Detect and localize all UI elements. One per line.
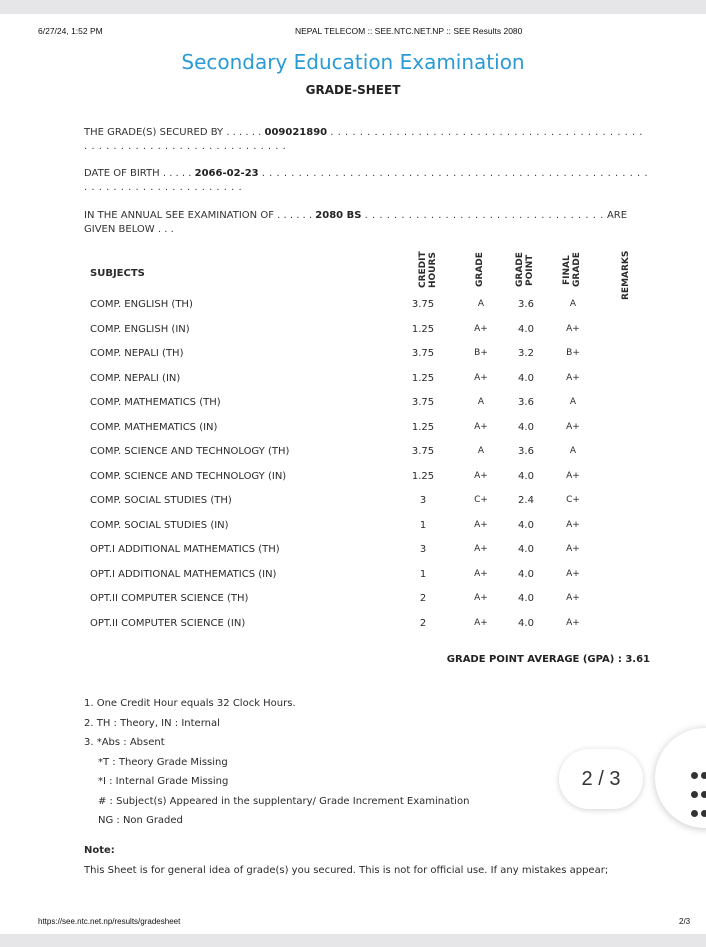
table-row xyxy=(84,368,650,393)
final-grade-cell: A xyxy=(569,299,577,309)
secured-by-dots: . . . . . . . . . . . . . . . . . . . . . . . . . . . . . . . . . . . . . . . . . . . . . . . . . . . . . . . . . . . . . . . . . . . . . . . xyxy=(84,127,643,152)
grid-dots-icon xyxy=(691,766,706,823)
credit-hours-cell: 1.25 xyxy=(411,421,435,433)
subject-cell: COMP. ENGLISH (TH) xyxy=(90,299,193,310)
table-row xyxy=(84,294,650,319)
final-grade-cell: B+ xyxy=(566,348,580,358)
subject-cell: COMP. MATHEMATICS (TH) xyxy=(90,397,221,408)
legend-notes xyxy=(84,694,469,831)
header-final-grade: FINAL GRADE xyxy=(562,252,582,288)
grade-cell: A+ xyxy=(474,519,488,530)
table-row xyxy=(84,441,650,466)
credit-hours-cell: 3 xyxy=(419,544,427,555)
credit-hours-cell: 3.75 xyxy=(411,397,435,408)
final-grade-cell: A+ xyxy=(566,372,580,383)
grade-point-cell: 4.0 xyxy=(518,470,534,482)
header-credit-hours: CREDIT HOURS xyxy=(418,251,438,289)
subject-cell: COMP. SCIENCE AND TECHNOLOGY (TH) xyxy=(90,446,290,457)
credit-hours-cell: 1.25 xyxy=(411,470,435,482)
gpa-value: GRADE POINT AVERAGE (GPA) : 3.61 xyxy=(446,654,650,665)
grade-point-cell: 4.0 xyxy=(518,593,534,604)
grade-cell: C+ xyxy=(474,495,488,505)
final-grade-cell: A xyxy=(569,446,577,456)
grade-cell: A+ xyxy=(474,617,488,628)
dob-line xyxy=(84,167,650,195)
grade-cell: A+ xyxy=(474,323,488,334)
table-row xyxy=(84,319,650,344)
legend-item: NG : Non Graded xyxy=(98,815,183,826)
grade-cell: A+ xyxy=(474,372,488,383)
subject-cell: OPT.I ADDITIONAL MATHEMATICS (IN) xyxy=(90,568,277,580)
dob-label: DATE OF BIRTH . . . . . xyxy=(84,168,192,179)
exam-suffix: ARE GIVEN BELOW . . . xyxy=(84,210,628,235)
grade-point-cell: 4.0 xyxy=(518,372,534,384)
legend-item: # : Subject(s) Appeared in the supplentary/ Grade Increment Examination xyxy=(98,795,470,807)
subject-cell: OPT.II COMPUTER SCIENCE (TH) xyxy=(90,593,249,604)
print-datetime: 6/27/24, 1:52 PM xyxy=(38,26,103,36)
legend-item: 3. *Abs : Absent xyxy=(84,737,165,748)
header-remarks: REMARKS xyxy=(621,250,631,300)
grade-cell: A+ xyxy=(474,470,488,481)
dob-value: 2066-02-23 xyxy=(194,168,259,179)
credit-hours-cell: 1 xyxy=(419,519,427,531)
note-text: This Sheet is for general idea of grade(s) you secured. This is not for official use. If any mistakes appear; xyxy=(84,865,609,876)
table-row xyxy=(84,515,650,540)
subject-cell: COMP. SOCIAL STUDIES (IN) xyxy=(90,519,229,531)
grade-point-cell: 3.2 xyxy=(518,348,534,359)
final-grade-cell: A+ xyxy=(566,421,580,432)
table-row xyxy=(84,392,650,417)
credit-hours-cell: 1 xyxy=(419,568,427,580)
final-grade-cell: A+ xyxy=(566,323,580,334)
secured-by-line xyxy=(84,126,650,154)
print-title: NEPAL TELECOM :: SEE.NTC.NET.NP :: SEE Results 2080 xyxy=(295,26,523,36)
exam-label: IN THE ANNUAL SEE EXAMINATION OF . . . . . . xyxy=(84,210,313,221)
grade-point-cell: 2.4 xyxy=(518,495,534,506)
final-grade-cell: A+ xyxy=(566,519,580,530)
footer-url: https://see.ntc.net.np/results/gradesheet xyxy=(38,917,181,926)
credit-hours-cell: 3.75 xyxy=(411,299,435,310)
header-subjects: SUBJECTS xyxy=(90,268,145,279)
grade-point-cell: 4.0 xyxy=(518,519,534,531)
table-row xyxy=(84,490,650,515)
subject-cell: COMP. SOCIAL STUDIES (TH) xyxy=(90,495,232,506)
final-grade-cell: A xyxy=(569,397,577,407)
header-grade: GRADE xyxy=(475,252,485,288)
credit-hours-cell: 1.25 xyxy=(411,372,435,384)
secured-by-label: THE GRADE(S) SECURED BY . . . . . . xyxy=(84,127,262,138)
table-row xyxy=(84,417,650,442)
grade-table-body xyxy=(84,294,650,637)
grade-cell: A+ xyxy=(474,568,488,579)
exam-line xyxy=(84,209,650,237)
table-row xyxy=(84,539,650,564)
header-grade-point: GRADE POINT xyxy=(515,252,535,288)
table-row xyxy=(84,466,650,491)
grade-point-cell: 4.0 xyxy=(518,544,534,555)
page-title: Secondary Education Examination xyxy=(181,50,525,74)
footer-page-number: 2/3 xyxy=(679,917,691,926)
legend-item: *T : Theory Grade Missing xyxy=(98,756,228,768)
table-row xyxy=(84,613,650,638)
grade-cell: A+ xyxy=(474,544,488,554)
grade-point-cell: 4.0 xyxy=(518,421,534,433)
credit-hours-cell: 1.25 xyxy=(411,323,435,335)
subject-cell: COMP. SCIENCE AND TECHNOLOGY (IN) xyxy=(90,470,287,482)
final-grade-cell: A+ xyxy=(566,544,580,554)
grade-cell: A xyxy=(477,446,485,456)
table-row xyxy=(84,564,650,589)
final-grade-cell: A+ xyxy=(566,568,580,579)
grade-cell: A xyxy=(477,299,485,309)
grade-cell: A+ xyxy=(474,593,488,603)
subject-cell: OPT.II COMPUTER SCIENCE (IN) xyxy=(90,617,246,629)
grade-point-cell: 4.0 xyxy=(518,617,534,629)
table-row xyxy=(84,343,650,368)
grade-cell: A xyxy=(477,397,485,407)
final-grade-cell: A+ xyxy=(566,617,580,628)
credit-hours-cell: 3.75 xyxy=(411,348,435,359)
subject-cell: COMP. NEPALI (TH) xyxy=(90,348,184,359)
dob-dots: . . . . . . . . . . . . . . . . . . . . . . . . . . . . . . . . . . . . . . . . . . . . . . . . . . . . . . . . . . . . . . . . . . . . . . . . . . . xyxy=(84,168,649,193)
page-indicator: 2 / 3 xyxy=(559,749,643,809)
final-grade-cell: A+ xyxy=(566,470,580,481)
credit-hours-cell: 2 xyxy=(419,593,427,604)
legend-item: *I : Internal Grade Missing xyxy=(98,776,229,787)
grade-point-cell: 4.0 xyxy=(518,323,534,335)
grade-point-cell: 3.6 xyxy=(518,397,534,408)
final-grade-cell: C+ xyxy=(566,495,580,505)
grade-cell: A+ xyxy=(474,421,488,432)
exam-dots: . . . . . . . . . . . . . . . . . . . . . . . . . . . . . . . . . xyxy=(364,210,604,221)
credit-hours-cell: 3 xyxy=(419,495,427,506)
subject-cell: COMP. NEPALI (IN) xyxy=(90,372,181,384)
grade-point-cell: 4.0 xyxy=(518,568,534,580)
legend-item: 1. One Credit Hour equals 32 Clock Hours. xyxy=(84,698,296,709)
grade-point-cell: 3.6 xyxy=(518,299,534,310)
symbol-number: 009021890 xyxy=(264,127,328,138)
legend-item: 2. TH : Theory, IN : Internal xyxy=(84,717,220,729)
grade-cell: B+ xyxy=(474,348,488,358)
table-row xyxy=(84,588,650,613)
subject-cell: COMP. MATHEMATICS (IN) xyxy=(90,421,218,433)
grade-point-cell: 3.6 xyxy=(518,446,534,457)
table-header xyxy=(84,240,650,300)
exam-year: 2080 BS xyxy=(315,210,362,221)
subject-cell: COMP. ENGLISH (IN) xyxy=(90,323,190,335)
subject-cell: OPT.I ADDITIONAL MATHEMATICS (TH) xyxy=(90,544,280,555)
final-grade-cell: A+ xyxy=(566,593,580,603)
credit-hours-cell: 3.75 xyxy=(411,446,435,457)
credit-hours-cell: 2 xyxy=(419,617,427,629)
page-subtitle: GRADE-SHEET xyxy=(305,83,401,97)
note-title: Note: xyxy=(84,845,115,856)
